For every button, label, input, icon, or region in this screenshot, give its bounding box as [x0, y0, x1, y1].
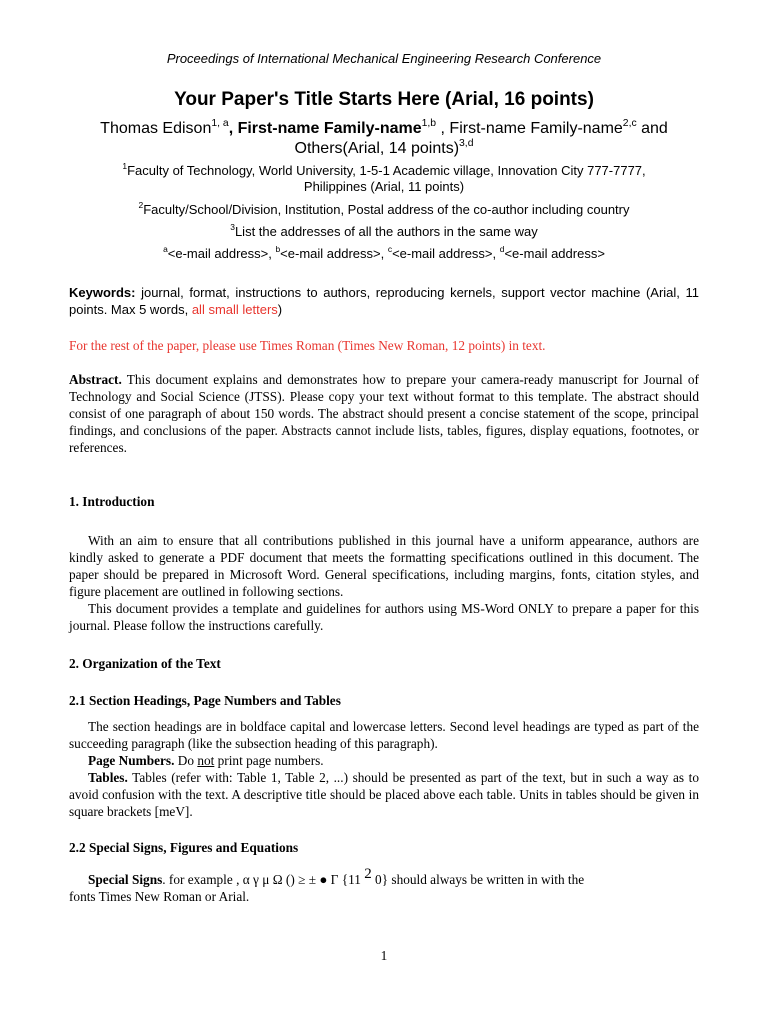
- affiliation-3: $^3$List the addresses of all the authors in the same way: [230, 221, 538, 239]
- email-addresses: $^a$<e-mail address>, $^b$<e-mail address>, $^c$<e-mail address>, $^d$<e-mail address>: [163, 243, 605, 261]
- authors: Thomas Edison$^{1, a}$, First-name Family-name$^{1,b}$ , First-name Family-name$^{2,c}$ and Others(Arial, 14 points)$^{3,d}$: [100, 117, 668, 157]
- intro-paragraph-1: With an aim to ensure that all contributions published in this journal have a uniform appearance, authors are kindly asked to generate a PDF document that meets the formatting specifications outlined in this document. The paper should be prepared in Microsoft Word. General specifications, including margins, fonts, citation styles, and figure placement are outlined in following sections.: [69, 533, 699, 599]
- section-heading-introduction: 1. Introduction: [69, 494, 155, 509]
- font-notice: For the rest of the paper, please use Times Roman (Times New Roman, 12 points) in text.: [69, 338, 546, 353]
- section-heading-organization: 2. Organization of the Text: [69, 656, 221, 671]
- keywords: Keywords: journal, format, instructions to authors, reproducing kernels, support vector machine (Arial, 11 points. Max 5 words, all small letters): [69, 285, 699, 317]
- special-signs-paragraph: Special Signs. for example , α γ μ Ω () ≥ ± ● Γ {11 2 0} should always be written in with the: [88, 866, 585, 887]
- intro-paragraph-2: This document provides a template and guidelines for authors using MS-Word ONLY to prepare a paper for this journal. Please follow the instructions carefully.: [69, 601, 699, 633]
- section-headings-paragraph: The section headings are in boldface capital and lowercase letters. Second level headings are typed as part of the succeeding paragraph (like the subsection heading of this paragraph).: [69, 719, 699, 751]
- page-number: 1: [380, 948, 388, 963]
- affiliation-2: $^2$Faculty/School/Division, Institution, Postal address of the co-author including country: [138, 199, 630, 217]
- stacked-fraction-digit: 2: [364, 866, 372, 882]
- page-numbers-paragraph: Page Numbers. Do not print page numbers.: [88, 753, 324, 768]
- paper-title: Your Paper's Title Starts Here (Arial, 16 points): [174, 89, 594, 110]
- tables-paragraph: Tables. Tables (refer with: Table 1, Table 2, ...) should be presented as part of the text, but in such a way as to avoid confusion with the text. A descriptive title should be placed above each table. Units in tables should be given in square brackets [meV].: [69, 770, 699, 819]
- affiliation-1: $^1$Faculty of Technology, World University, 1-5-1 Academic village, Innovation City 777-7777, Philippines (Arial, 11 points): [122, 160, 646, 194]
- subsection-heading-2-2: 2.2 Special Signs, Figures and Equations: [69, 840, 299, 855]
- abstract: Abstract. This document explains and demonstrates how to prepare your camera-ready manuscript for Journal of Technology and Social Science (JTSS). Please copy your text without format to this template. The abstract should consist of one paragraph of about 150 words. The abstract should present a concise statement of the scope, principal findings, and conclusions of the paper. Abstracts cannot include lists, tables, figures, display equations, footnotes, or references.: [69, 372, 699, 455]
- subsection-heading-2-1: 2.1 Section Headings, Page Numbers and Tables: [69, 693, 341, 708]
- author-1: Thomas Edison: [100, 120, 212, 137]
- special-signs-line-2: fonts Times New Roman or Arial.: [69, 889, 250, 904]
- conference-header: Proceedings of International Mechanical Engineering Research Conference: [166, 51, 602, 66]
